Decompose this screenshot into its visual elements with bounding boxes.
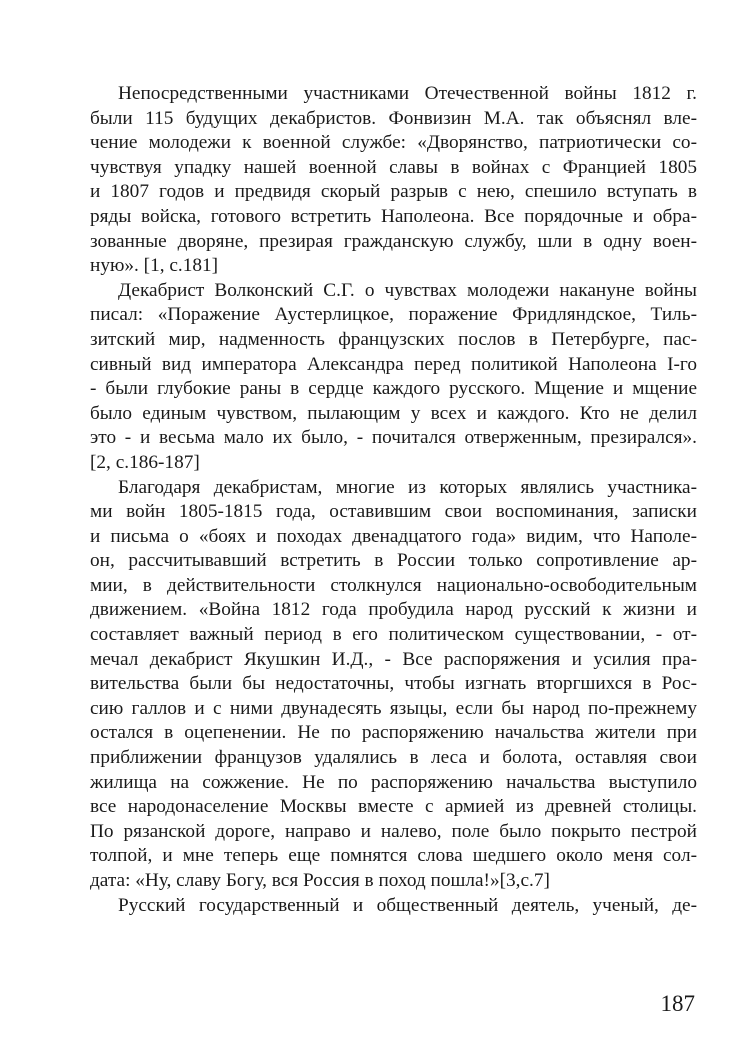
text-line: и 1807 годов и предвидя скорый разрыв с нею, спешило вступать в [90,181,697,203]
paragraph-2 [90,279,697,476]
text-line: ми войн 1805-1815 года, оставившим свои воспоминания, записки [90,501,697,523]
text-line: было единым чувством, пылающим у всех и каждого. Кто не делил [90,402,697,424]
text-line: По рязанской дороге, направо и налево, поле было покрыто пестрой [90,820,697,842]
text-line: вительства были бы недостаточны, чтобы изгнать вторгшихся в Рос- [90,673,697,695]
text-line: это - и весьма мало их было, - почитался отверженным, презирался». [90,427,697,449]
text-line: составляет важный период в его политическом существовании, - от- [90,624,697,646]
text-line: сию галлов и с ними двунадесять языцы, если бы народ по-прежнему [90,697,697,719]
text-line: и письма о «боях и походах двенадцатого года» видим, что Наполе- [90,525,697,547]
text-line: ную». [1, с.181] [90,255,219,277]
text-line: он, рассчитывавший встретить в России только сопротивление ар- [90,550,697,572]
text-line: толпой, и мне теперь еще помнятся слова шедшего около меня сол- [90,845,697,867]
text-line: дата: «Ну, славу Богу, вся Россия в поход пошла!»[3,с.7] [90,870,550,891]
text-line: мии, в действительности столкнулся национально-освободительным [90,574,697,596]
text-line: были 115 будущих декабристов. Фонвизин М.А. так объяснял вле- [90,107,697,129]
text-line: чувствуя упадку нашей военной славы в войнах с Францией 1805 [90,156,697,178]
text-line: жилища на сожжение. Не по распоряжению начальства выступило [90,771,697,793]
text-line: писал: «Поражение Аустерлицкое, поражение Фридляндское, Тиль- [90,304,697,326]
text-line: зитский мир, надменность французских послов в Петербурге, пас- [90,328,697,350]
page-number: 187 [660,991,695,1016]
text-line: - были глубокие раны в сердце каждого русского. Мщение и мщение [90,378,697,400]
paragraph-1 [90,82,697,279]
text-line: Благодаря декабристам, многие из которых являлись участника- [118,476,697,498]
paragraph-4 [90,894,697,919]
text-line: [2, с.186-187] [90,451,200,473]
text-line: сивный вид императора Александра перед политикой Наполеона I-го [90,353,697,375]
text-line: движением. «Война 1812 года пробудила народ русский к жизни и [90,599,697,621]
page-body [90,82,697,918]
text-line: Декабрист Волконский С.Г. о чувствах молодежи накануне войны [118,279,697,301]
text-line: ряды войска, готового встретить Наполеона. Все порядочные и обра- [90,205,697,227]
text-line: приближении французов удалялись в леса и болота, оставляя свои [90,747,697,769]
paragraph-3 [90,476,697,894]
text-line: остался в оцепенении. Не по распоряжению начальства жители при [90,722,697,744]
text-line: мечал декабрист Якушкин И.Д., - Все распоряжения и усилия пра- [90,648,697,670]
text-line: чение молодежи к военной службе: «Дворянство, патриотически со- [90,132,697,154]
text-line: Русский государственный и общественный деятель, ученый, де- [118,894,697,916]
text-line: зованные дворяне, презирая гражданскую службу, шли в одну воен- [90,230,697,252]
text-line: все народонаселение Москвы вместе с армией из древней столицы. [90,796,697,818]
text-line: Непосредственными участниками Отечественной войны 1812 г. [118,83,697,104]
